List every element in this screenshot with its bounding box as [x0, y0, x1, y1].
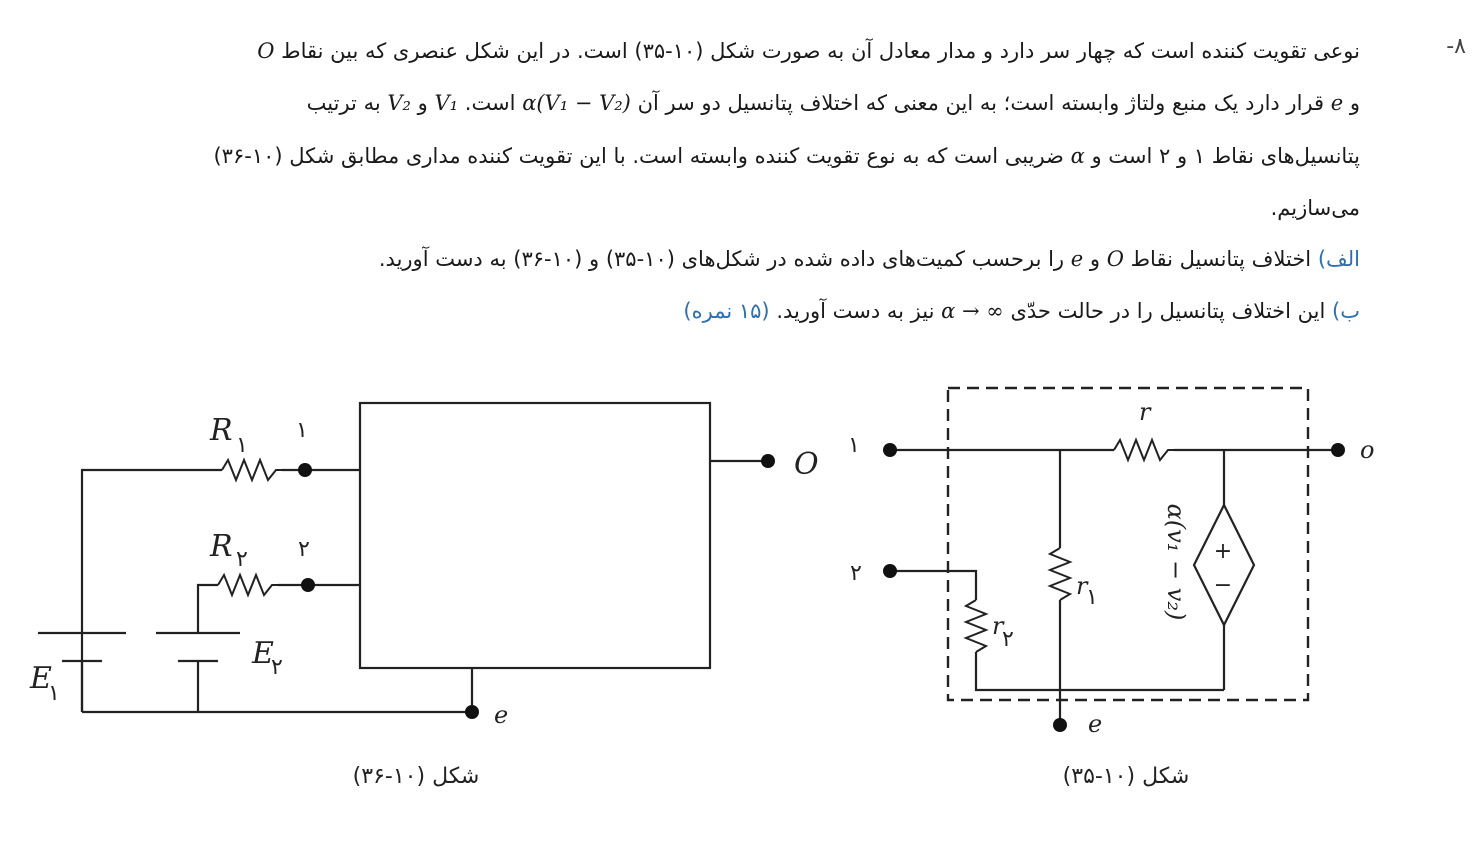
node-2-dot — [883, 564, 897, 578]
resistor-R1 — [222, 460, 282, 480]
problem-text: اختلاف پتانسیل نقاط — [1130, 247, 1312, 271]
source-plus: + — [1213, 539, 1233, 564]
symbol-e: e — [1070, 247, 1084, 271]
figure-35-circuit — [820, 370, 1420, 810]
problem-text: به ترتیب — [306, 91, 381, 115]
wire-left-vertical — [82, 470, 222, 712]
node-o-dot — [1331, 443, 1345, 457]
wire-node2 — [890, 571, 976, 600]
label-r: r — [1139, 398, 1151, 426]
label-E2: E — [252, 636, 274, 671]
problem-text: و — [1089, 247, 1101, 271]
label-E1: E — [30, 661, 52, 696]
node-O-dot — [761, 454, 775, 468]
figure-36-circuit — [0, 370, 819, 810]
symbol-e: e — [1330, 91, 1344, 115]
label-E1-sub: ۱ — [48, 681, 60, 706]
node-1-dot — [298, 463, 312, 477]
label-node-2: ۲ — [850, 561, 862, 586]
resistor-r — [1114, 440, 1174, 460]
problem-text: نوعی تقویت کننده است که چهار سر دارد و مدار معادل آن به صورت شکل (۱۰-۳۵) است. در این شکل عنصری که بین نقاط — [281, 39, 1360, 63]
formula-dependent-source: α(V₁ − V₂) — [522, 91, 631, 115]
problem-line-4 — [1271, 193, 1360, 223]
figure-36-caption: شکل (۱۰-۳۶) — [352, 764, 480, 789]
problem-line-3 — [213, 141, 1360, 171]
amplifier-box — [360, 403, 710, 668]
wire-e2-r2 — [198, 585, 218, 633]
symbol-O: O — [257, 39, 275, 63]
label-R1-sub: ۱ — [236, 433, 248, 458]
problem-text: است. — [464, 91, 516, 115]
part-be — [683, 296, 1360, 326]
node-e-dot — [1053, 718, 1067, 732]
symbol-alpha: α — [1070, 144, 1085, 168]
problem-text: این اختلاف پتانسیل را در حالت حدّی — [1010, 299, 1326, 323]
label-node-1: ۱ — [296, 418, 308, 443]
problem-text: را برحسب کمیت‌های داده شده در شکل‌های (۱۰-۳۵) و (۱۰-۳۶) به دست آورید. — [378, 247, 1065, 271]
problem-text: قرار دارد یک منبع ولتاژ وابسته است؛ به این معنی که اختلاف پتانسیل دو سر آن — [637, 91, 1325, 115]
problem-line-2 — [307, 88, 1360, 118]
label-node-1: ۱ — [848, 433, 860, 458]
score-label: (۱۵ نمره) — [683, 299, 770, 323]
label-node-2: ۲ — [298, 537, 310, 562]
part-alef — [379, 244, 1360, 274]
source-expression: α(v₁ − v₂) — [1162, 503, 1190, 621]
node-2-dot — [301, 578, 315, 592]
question-number: -۸ — [1446, 34, 1466, 59]
symbol-v2: V₂ — [387, 91, 411, 115]
label-r1: r — [1076, 572, 1088, 600]
dashed-amplifier-boundary — [948, 388, 1308, 700]
problem-text: پتانسیل‌های نقاط ۱ و ۲ است و — [1091, 144, 1360, 168]
label-e: e — [1088, 710, 1103, 738]
problem-text: نیز به دست آورید. — [776, 299, 935, 323]
part-be-label: ب) — [1332, 299, 1360, 323]
part-alef-label: الف) — [1317, 247, 1360, 271]
source-minus: − — [1213, 573, 1233, 598]
symbol-v1: V₁ — [434, 91, 459, 115]
problem-text: ضریبی است که به نوع تقویت کننده وابسته است. با این تقویت کننده مداری مطابق شکل (۱۰-۳۶) — [213, 144, 1064, 168]
problem-text: و — [417, 91, 428, 115]
problem-text: می‌سازیم. — [1270, 196, 1360, 220]
problem-line-1 — [257, 36, 1360, 66]
figure-35-caption: شکل (۱۰-۳۵) — [1062, 764, 1190, 789]
label-r1-sub: ۱ — [1086, 585, 1098, 610]
label-E2-sub: ۲ — [271, 655, 283, 680]
label-O: O — [794, 447, 819, 482]
label-o: o — [1360, 436, 1375, 464]
label-r2-sub: ۲ — [1002, 627, 1014, 652]
label-R2: R — [210, 529, 233, 564]
label-e: e — [494, 701, 509, 729]
label-R2-sub: ۲ — [236, 547, 248, 572]
wire-bottom — [976, 652, 1224, 690]
dependent-voltage-source — [1194, 505, 1254, 625]
node-1-dot — [883, 443, 897, 457]
resistor-r1 — [1050, 548, 1070, 600]
node-e-dot — [465, 705, 479, 719]
symbol-O: O — [1106, 247, 1124, 271]
label-r2: r — [992, 612, 1004, 640]
problem-text: و — [1349, 91, 1360, 115]
resistor-R2 — [218, 575, 278, 595]
label-R1: R — [210, 413, 233, 448]
resistor-r2 — [966, 600, 986, 652]
limit-expression: α → ∞ — [941, 299, 1004, 323]
